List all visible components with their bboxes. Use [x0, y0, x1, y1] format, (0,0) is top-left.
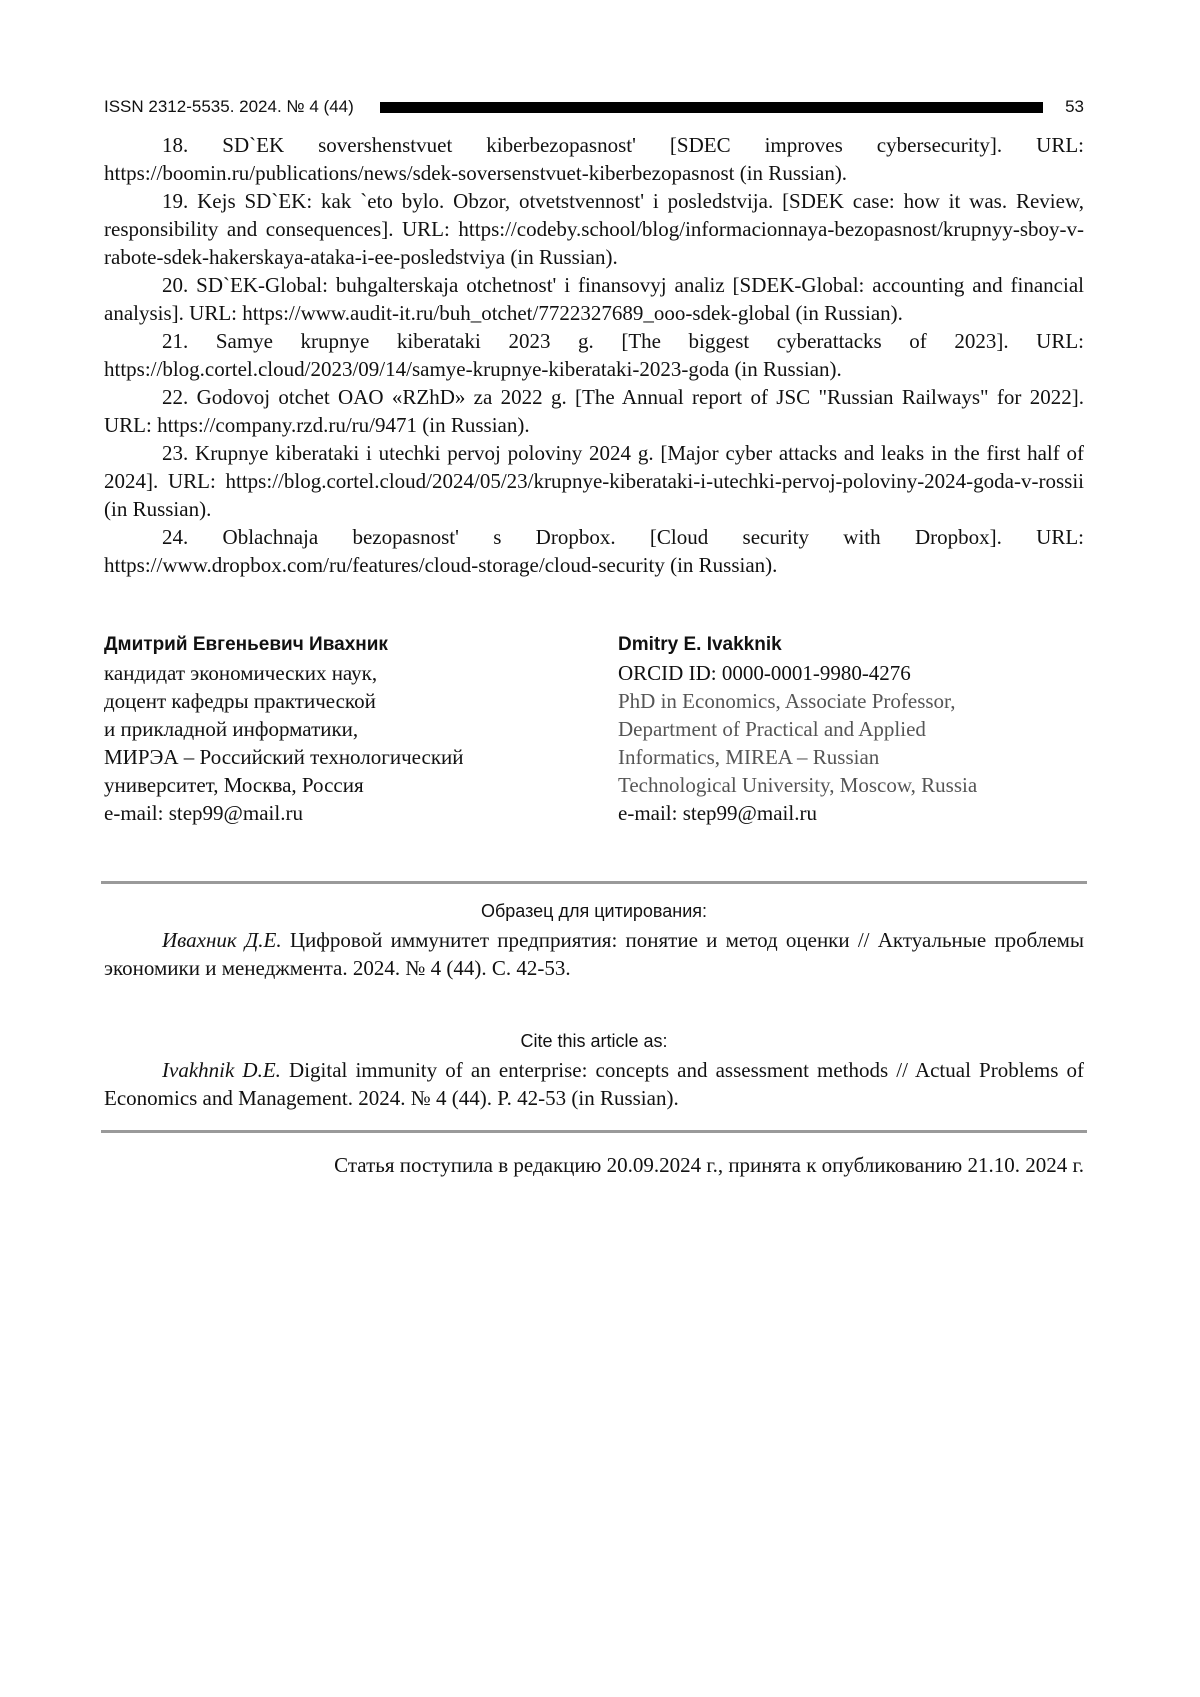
citation-heading-en: Cite this article as:: [520, 1031, 668, 1051]
author-info-english: [618, 631, 1084, 827]
page-number: 53: [1065, 97, 1084, 116]
reference-item: 19. Kejs SD`EK: kak `eto bylo. Obzor, otvetstvennost' i posledstvija. [SDEK case: how it was. Review, responsibility and consequences]. URL: https://codeby.school/blog/informacionnaya-bezopasnost/krupnyy-sboy-v-rabote-sdek-hakerskaya-ataka-i-ee-posledstviya (in Russian).: [104, 189, 1084, 269]
author-affiliation-line: Department of Practical and Applied: [618, 717, 926, 741]
citation-english: [104, 1028, 1084, 1112]
author-affiliation-line: Technological University, Moscow, Russia: [618, 773, 978, 797]
reference-item: 22. Godovoj otchet OAO «RZhD» za 2022 g. [The Annual report of JSC "Russian Railways" for 2022]. URL: https://company.rzd.ru/ru/9471 (in Russian).: [104, 385, 1084, 437]
author-affiliation-line: PhD in Economics, Associate Professor,: [618, 689, 956, 713]
author-name-en: Dmitry E. Ivakknik: [618, 634, 782, 655]
running-header: [104, 94, 1084, 120]
reference-item: 18. SD`EK sovershenstvuet kiberbezopasnost' [SDEC improves cybersecurity]. URL: https://boomin.ru/publications/news/sdek-soversenstvuet-kiberbezopasnost (in Russian).: [104, 133, 1084, 185]
citation-text-ru: [104, 926, 1084, 982]
author-info: [104, 631, 1084, 831]
author-affiliation-line: МИРЭА – Российский технологический: [104, 745, 464, 769]
reference-item: 20. SD`EK-Global: buhgalterskaja otchetnost' i finansovyj analiz [SDEK-Global: accounting and financial analysis]. URL: https://www.audit-it.ru/buh_otchet/7722327689_ooo-sdek-global (in Russian).: [104, 273, 1084, 325]
author-affiliation-line: и прикладной информатики,: [104, 717, 359, 741]
citation-body-en: Digital immunity of an enterprise: concepts and assessment methods // Actual Problems of Economics and Management. 2024. № 4 (44). P. 42-53 (in Russian).: [104, 1058, 1084, 1110]
section-divider: [101, 881, 1087, 884]
received-date-note: Статья поступила в редакцию 20.09.2024 г., принята к опубликованию 21.10. 2024 г.: [334, 1153, 1084, 1177]
author-orcid: ORCID ID: 0000-0001-9980-4276: [618, 661, 911, 685]
citation-author-ru: Ивахник Д.Е.: [162, 928, 282, 952]
journal-issn: ISSN 2312-5535. 2024. № 4 (44): [104, 97, 354, 116]
citation-russian: [104, 898, 1084, 982]
reference-item: 24. Oblachnaja bezopasnost' s Dropbox. [Cloud security with Dropbox]. URL: https://www.dropbox.com/ru/features/cloud-storage/cloud-security (in Russian).: [104, 525, 1084, 577]
reference-item: 23. Krupnye kiberataki i utechki pervoj poloviny 2024 g. [Major cyber attacks and leaks in the first half of 2024]. URL: https://blog.cortel.cloud/2024/05/23/krupnye-kiberataki-i-utechki-pervoj-poloviny-2024-goda-v-rossii (in Russian).: [104, 441, 1084, 521]
reference-item: 21. Samye krupnye kiberataki 2023 g. [The biggest cyberattacks of 2023]. URL: https://blog.cortel.cloud/2023/09/14/samye-krupnye-kiberataki-2023-goda (in Russian).: [104, 329, 1084, 381]
section-divider: [101, 1130, 1087, 1133]
author-info-russian: [104, 631, 604, 827]
author-email-en: e-mail: step99@mail.ru: [618, 801, 817, 825]
author-affiliation-line: доцент кафедры практической: [104, 689, 376, 713]
citation-body-ru: Цифровой иммунитет предприятия: понятие и метод оценки // Актуальные проблемы экономики и менеджмента. 2024. № 4 (44). С. 42-53.: [104, 928, 1085, 980]
author-affiliation-line: Informatics, MIREA – Russian: [618, 745, 880, 769]
author-affiliation-line: университет, Москва, Россия: [104, 773, 364, 797]
author-email-ru: e-mail: step99@mail.ru: [104, 801, 303, 825]
author-affiliation-line: кандидат экономических наук,: [104, 661, 378, 685]
citation-text-en: [104, 1056, 1084, 1112]
citation-author-en: Ivakhnik D.E.: [162, 1058, 281, 1082]
citation-heading-ru: Образец для цитирования:: [480, 901, 708, 921]
reference-list: [104, 131, 1084, 579]
header-rule: [380, 102, 1043, 113]
author-name-ru: Дмитрий Евгеньевич Ивахник: [104, 634, 388, 655]
